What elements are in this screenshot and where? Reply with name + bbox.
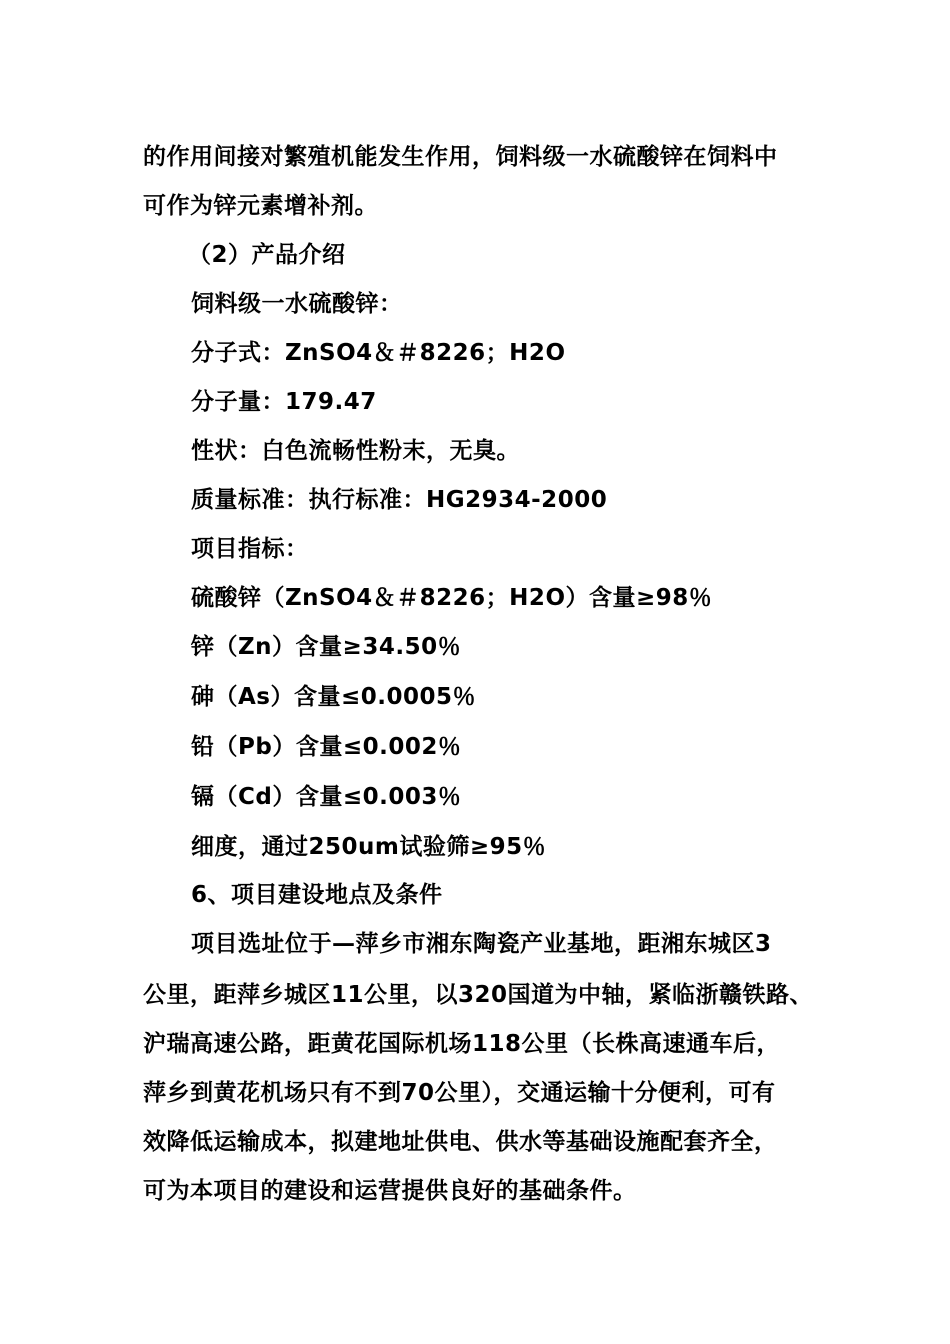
appearance: 性状：白色流畅性粉末，无臭。 bbox=[191, 438, 520, 464]
paragraph-line: 可为本项目的建设和运营提供良好的基础条件。 bbox=[143, 1178, 637, 1204]
spec-item: 砷（As）含量≤0.0005％ bbox=[191, 684, 477, 710]
paragraph-line: 公里，距萍乡城区11公里，以320国道为中轴，紧临浙赣铁路、 bbox=[143, 982, 814, 1008]
spec-item: 铅（Pb）含量≤0.002％ bbox=[191, 734, 462, 760]
paragraph-line: 的作用间接对繁殖机能发生作用，饲料级一水硫酸锌在饲料中 bbox=[143, 144, 778, 170]
section-heading: 6、项目建设地点及条件 bbox=[191, 882, 443, 908]
paragraph-line: 萍乡到黄花机场只有不到70公里），交通运输十分便利，可有 bbox=[143, 1080, 776, 1106]
paragraph-line: 可作为锌元素增补剂。 bbox=[143, 193, 378, 219]
specification-heading: 项目指标： bbox=[191, 536, 309, 562]
paragraph-line: 沪瑞高速公路，距黄花国际机场118公里（长株高速通车后， bbox=[143, 1031, 781, 1057]
spec-item: 细度，通过250um试验筛≥95％ bbox=[191, 834, 547, 860]
paragraph-line: 效降低运输成本，拟建地址供电、供水等基础设施配套齐全， bbox=[143, 1129, 778, 1155]
spec-item: 镉（Cd）含量≤0.003％ bbox=[191, 784, 462, 810]
molecular-formula: 分子式：ZnSO4＆＃8226；H2O bbox=[191, 340, 566, 366]
product-name: 饲料级一水硫酸锌： bbox=[191, 291, 403, 317]
section-heading: （2）产品介绍 bbox=[188, 242, 346, 268]
quality-standard: 质量标准：执行标准：HG2934-2000 bbox=[191, 487, 608, 513]
molecular-weight: 分子量：179.47 bbox=[191, 389, 377, 415]
spec-item: 硫酸锌（ZnSO4＆＃8226；H2O）含量≥98％ bbox=[191, 585, 713, 611]
spec-item: 锌（Zn）含量≥34.50％ bbox=[191, 634, 462, 660]
paragraph-line: 项目选址位于—萍乡市湘东陶瓷产业基地，距湘东城区3 bbox=[191, 931, 772, 957]
